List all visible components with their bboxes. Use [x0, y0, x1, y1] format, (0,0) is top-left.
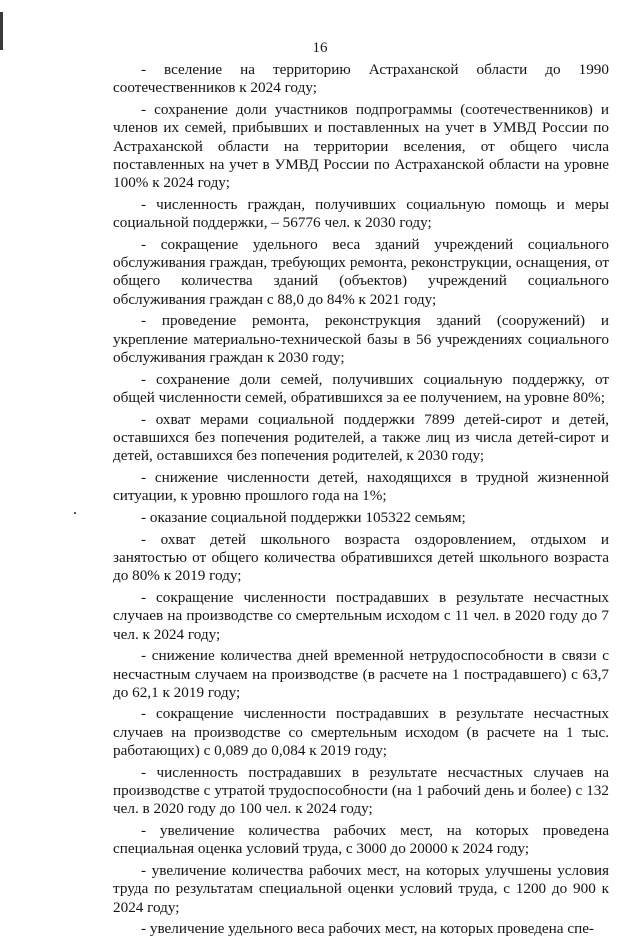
page-number: 16: [312, 40, 328, 56]
paragraph-16: - увеличение количества рабочих мест, на которых улучшены условия труда по результатам специальной оценки условий труда, с 1200 до 900 к 2024 году;: [113, 862, 609, 916]
paragraph-3: - численность граждан, получивших социальную помощь и меры социальной поддержки, – 56776 чел. к 2030 году;: [113, 195, 609, 232]
paragraph-13: - сокращение численности пострадавших в результате несчастных случаев на производстве со смертельным исходом (в расчете на 1 тыс. работающих) с 0,089 до 0,084 к 2019 году;: [113, 705, 609, 760]
paragraph-14: - численность пострадавших в результате несчастных случаев на производстве с утратой трудоспособности (на 1 рабочий день и более) с 132 чел. в 2020 году до 100 чел. к 2024 году;: [113, 763, 609, 818]
document-body: [113, 61, 609, 942]
paragraph-9: - оказание социальной поддержки 105322 семьям;: [141, 508, 466, 526]
paragraph-6: - сохранение доли семей, получивших социальную поддержку, от общей численности семей, обратившихся за ее получением, на уровне 80%;: [113, 370, 609, 406]
paragraph-12: - снижение количества дней временной нетрудоспособности в связи с несчастным случаем на производстве (в расчете на 1 пострадавшего) с 63,7 до 62,1 к 2019 году;: [113, 647, 609, 701]
paragraph-10: - охват детей школьного возраста оздоровлением, отдыхом и занятостью от общего количества обратившихся детей школьного возраста до 80% к 2019 году;: [113, 530, 609, 585]
paragraph-17: - увеличение удельного веса рабочих мест, на которых проведена спе-: [141, 920, 594, 938]
scan-speck: [74, 512, 76, 514]
paragraph-15: - увеличение количества рабочих мест, на которых проведена специальная оценка условий труда, с 3000 до 20000 к 2024 году;: [113, 822, 609, 858]
paragraph-4: - сокращение удельного веса зданий учреждений социального обслуживания граждан, требующих ремонта, реконструкции, оснащения, от общего количества зданий (объектов) учреждений социального обслуживания граждан с 88,0 до 84% к 2021 году;: [113, 235, 609, 308]
paragraph-8: - снижение численности детей, находящихся в трудной жизненной ситуации, к уровню прошлого года на 1%;: [113, 468, 609, 505]
paragraph-1: - вселение на территорию Астраханской области до 1990 соотечественников к 2024 году;: [113, 61, 609, 97]
paragraph-11: - сокращение численности пострадавших в результате несчастных случаев на производстве со смертельным исходом с 11 чел. в 2020 году до 7 чел. к 2024 году;: [113, 588, 609, 643]
paragraph-5: - проведение ремонта, реконструкция зданий (сооружений) и укрепление материально-технической базы в 56 учреждениях социального обслуживания граждан к 2030 году;: [113, 312, 609, 367]
paragraph-2: - сохранение доли участников подпрограммы (соотечественников) и членов их семей, прибывших и поставленных на учет в УМВД России по Астраханской области на территории вселения, от общего числа поставленных на учет в УМВД России по Астраханской области на уровне 100% к 2024 году;: [113, 100, 609, 192]
paragraph-7: - охват мерами социальной поддержки 7899 детей-сирот и детей, оставшихся без попечения родителей, а также лиц из числа детей-сирот и детей, оставшихся без попечения родителей, к 2030 году;: [113, 410, 609, 465]
